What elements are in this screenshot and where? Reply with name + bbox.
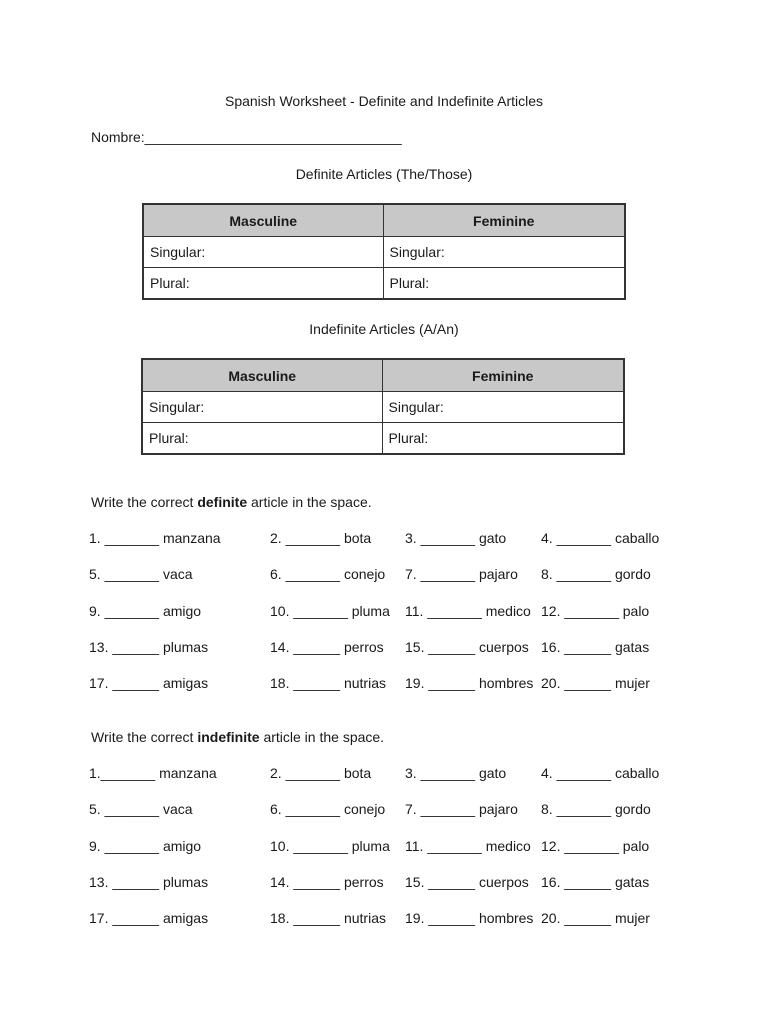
exercise-item: 2. _______ bota [270, 765, 372, 781]
feminine-header: Feminine [383, 204, 625, 237]
exercise-item: 15. ______ cuerpos [405, 873, 529, 890]
indefinite-instruction [91, 729, 384, 745]
feminine-plural-cell: Plural: [383, 268, 625, 300]
masculine-header: Masculine [142, 359, 382, 392]
exercise-item: 8. _______ gordo [541, 566, 651, 583]
exercise-item: 11. _______ medico [405, 602, 531, 619]
masculine-header: Masculine [143, 204, 383, 237]
exercise-item: 1. _______ manzana [89, 530, 221, 546]
nombre-field: Nombre:_________________________________ [91, 129, 402, 145]
exercise-item: 3. _______ gato [405, 765, 507, 781]
feminine-singular-cell: Singular: [382, 392, 624, 423]
exercise-item: 16. ______ gatas [541, 638, 650, 655]
exercise-item: 13. ______ plumas [89, 873, 209, 890]
exercise-item: 9. _______ amigo [89, 837, 202, 854]
table-row [143, 237, 625, 268]
exercise-item: 2. _______ bota [270, 530, 372, 546]
instruction-emphasis: indefinite [197, 729, 260, 745]
exercise-item: 14. ______ perros [270, 638, 384, 655]
exercise-item: 18. ______ nutrias [270, 675, 386, 692]
definite-articles-table [142, 203, 626, 300]
exercise-item: 4. _______ caballo [541, 530, 660, 546]
definite-instruction [91, 494, 372, 510]
exercise-item: 6. _______ conejo [270, 801, 386, 818]
instruction-text: article in the space. [247, 494, 372, 510]
exercise-item: 19. ______ hombres [405, 675, 534, 692]
exercise-item: 12. _______ palo [541, 602, 650, 619]
exercise-item: 14. ______ perros [270, 873, 384, 890]
table-header-row [142, 359, 624, 392]
exercise-item: 7. _______ pajaro [405, 566, 518, 583]
table-row [142, 392, 624, 423]
definite-articles-heading: Definite Articles (The/Those) [295, 166, 473, 182]
worksheet-title: Spanish Worksheet - Definite and Indefinite Articles [224, 93, 544, 109]
exercise-item: 12. _______ palo [541, 837, 650, 854]
exercise-item: 8. _______ gordo [541, 801, 651, 818]
instruction-text: Write the correct [91, 494, 198, 510]
table-row [142, 423, 624, 455]
exercise-item: 20. ______ mujer [541, 910, 650, 927]
exercise-item: 5. _______ vaca [89, 566, 193, 583]
exercise-item: 16. ______ gatas [541, 873, 650, 890]
indefinite-articles-heading: Indefinite Articles (A/An) [309, 321, 459, 337]
exercise-item: 17. ______ amigas [89, 675, 209, 692]
exercise-item: 10. _______ pluma [270, 602, 390, 619]
exercise-item: 11. _______ medico [405, 837, 531, 854]
table-header-row [143, 204, 625, 237]
exercise-item: 17. ______ amigas [89, 910, 209, 927]
instruction-text: article in the space. [259, 729, 385, 745]
exercise-item: 19. ______ hombres [405, 910, 534, 927]
feminine-singular-cell: Singular: [383, 237, 625, 268]
masculine-plural-cell: Plural: [142, 423, 382, 455]
exercise-item: 1._______ manzana [89, 765, 217, 781]
feminine-header: Feminine [382, 359, 624, 392]
exercise-item: 5. _______ vaca [89, 801, 193, 818]
exercise-item: 15. ______ cuerpos [405, 638, 529, 655]
exercise-item: 7. _______ pajaro [405, 801, 518, 818]
exercise-item: 3. _______ gato [405, 530, 507, 546]
feminine-plural-cell: Plural: [382, 423, 624, 455]
masculine-plural-cell: Plural: [143, 268, 383, 300]
table-row [143, 268, 625, 300]
exercise-item: 10. _______ pluma [270, 837, 390, 854]
masculine-singular-cell: Singular: [143, 237, 383, 268]
instruction-text: Write the correct [91, 729, 198, 745]
exercise-item: 20. ______ mujer [541, 675, 650, 692]
instruction-emphasis: definite [197, 494, 248, 510]
exercise-item: 9. _______ amigo [89, 602, 202, 619]
exercise-item: 6. _______ conejo [270, 566, 386, 583]
indefinite-articles-table [141, 358, 625, 455]
exercise-item: 4. _______ caballo [541, 765, 660, 781]
masculine-singular-cell: Singular: [142, 392, 382, 423]
exercise-item: 13. ______ plumas [89, 638, 209, 655]
exercise-item: 18. ______ nutrias [270, 910, 386, 927]
